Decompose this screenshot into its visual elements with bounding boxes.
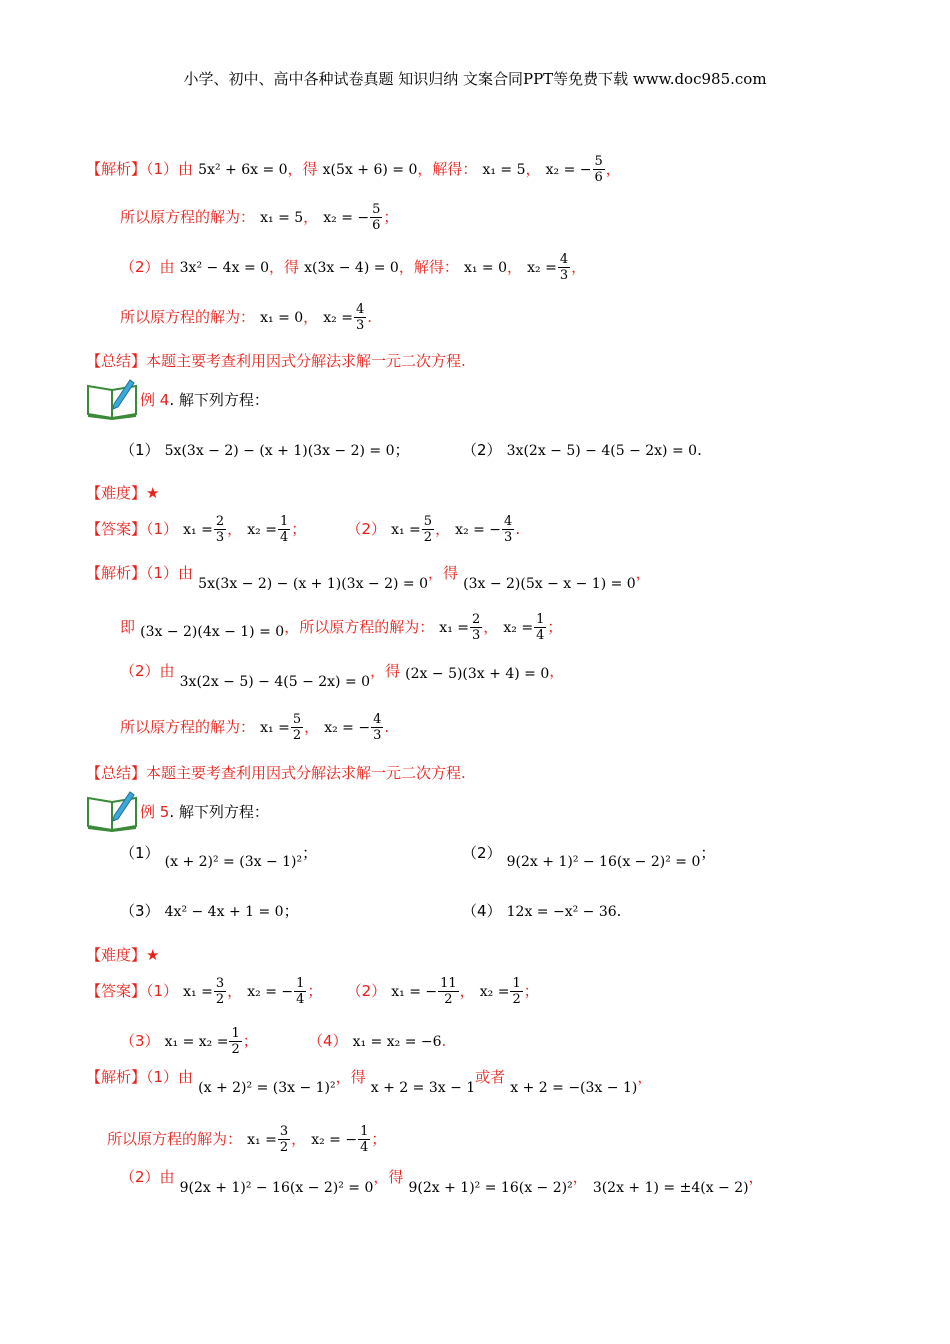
example-4-title: 例 4. 解下列方程： <box>140 391 269 409</box>
difficulty-line-2: 【难度】★ <box>86 946 160 964</box>
example-5-question-3: （3） 4x² − 4x + 1 = 0； <box>120 902 299 920</box>
summary-line: 【总结】本题主要考查利用因式分解法求解一元二次方程. <box>86 352 466 370</box>
analysis-line-ex4-3: （2）由 3x(2x − 5) − 4(5 − 2x) = 0，得 (2x − 5)(3x + 4) = 0， <box>120 662 565 690</box>
star-icon: ★ <box>146 946 160 964</box>
page-header: 小学、初中、高中各种试卷真题 知识归纳 文案合同PPT等免费下载 www.doc985.com <box>183 70 767 88</box>
example-5-question-4: （4） 12x = −x² − 36. <box>462 902 622 920</box>
answer-line: 【答案】（1） x₁ = $\frac{2}{3}$ ， x₂ = $\frac{1}{4}$ ； （2） x₁ = $\frac{5}{2}$ ， x₂ = − $\frac{4}{3}$ . <box>86 514 521 545</box>
analysis-line-ex4-1: 【解析】（1）由 5x(3x − 2) − (x + 1)(3x − 2) = 0，得 (3x − 2)(5x − x − 1) = 0， <box>86 564 651 592</box>
analysis-line-2: 所以原方程的解为： x₁ = 5， x₂ = − $\frac{5}{6}$ ； <box>120 202 399 233</box>
analysis-line-ex5-2: 所以原方程的解为： x₁ = $\frac{3}{2}$ ， x₂ = − $\frac{1}{4}$ ； <box>107 1124 387 1155</box>
tag-summary: 【总结】 <box>86 352 147 370</box>
summary-line-2: 【总结】本题主要考查利用因式分解法求解一元二次方程. <box>86 764 466 782</box>
analysis-line-ex5-1: 【解析】（1）由 (x + 2)² = (3x − 1)²，得 x + 2 = 3x − 1或者 x + 2 = −(3x − 1)， <box>86 1068 653 1096</box>
tag-analysis: 【解析】 <box>86 160 147 178</box>
fraction: $\frac{4}{3}$ <box>559 252 569 283</box>
fraction: $\frac{5}{6}$ <box>372 202 381 233</box>
analysis-line-ex4-4: 所以原方程的解为： x₁ = $\frac{5}{2}$ ， x₂ = − $\frac{4}{3}$ . <box>120 712 390 743</box>
example-5-title: 例 5. 解下列方程： <box>140 803 269 821</box>
analysis-line-ex4-2: 即 (3x − 2)(4x − 1) = 0，所以原方程的解为： x₁ = $\frac{2}{3}$ ， x₂ = $\frac{1}{4}$ ； <box>120 612 563 643</box>
example-4-question-2: （2） 3x(2x − 5) − 4(5 − 2x) = 0. <box>462 441 702 459</box>
analysis-line-4: 所以原方程的解为： x₁ = 0， x₂ = $\frac{4}{3}$ . <box>120 302 373 333</box>
difficulty-line: 【难度】★ <box>86 484 160 502</box>
analysis-line-1: 【解析】（1）由 5x² + 6x = 0，得 x(5x + 6) = 0，解得： x₁ = 5， x₂ = − $\frac{5}{6}$ ， <box>86 154 621 185</box>
answer-line-2: 【答案】（1） x₁ = $\frac{3}{2}$ ， x₂ = − $\frac{1}{4}$ ； （2） x₁ = − $\frac{11}{2}$ ， x₂ = $\frac{1}{2}$ ； <box>86 976 539 1007</box>
example-4-question-1: （1） 5x(3x − 2) − (x + 1)(3x − 2) = 0； <box>120 441 410 459</box>
analysis-line-ex5-3: （2）由 9(2x + 1)² − 16(x − 2)² = 0，得 9(2x + 1)² = 16(x − 2)²， 3(2x + 1) = ±4(x − 2)， <box>120 1168 764 1196</box>
fraction: $\frac{5}{6}$ <box>594 154 603 185</box>
example-5-question-1: （1） (x + 2)² = (3x − 1)²； <box>120 844 318 870</box>
book-pencil-icon <box>86 376 140 420</box>
analysis-line-3: （2）由 3x² − 4x = 0，得 x(3x − 4) = 0，解得： x₁ = 0， x₂ = $\frac{4}{3}$ ， <box>120 252 587 283</box>
example-5-question-2: （2） 9(2x + 1)² − 16(x − 2)² = 0； <box>462 844 716 870</box>
book-pencil-icon <box>86 788 140 832</box>
answer-line-3: （3） x₁ = x₂ = $\frac{1}{2}$ ； （4） x₁ = x₂ = −6. <box>120 1026 447 1057</box>
equation: 5x² + 6x = 0 <box>198 162 288 178</box>
fraction: $\frac{4}{3}$ <box>355 302 365 333</box>
star-icon: ★ <box>146 484 160 502</box>
